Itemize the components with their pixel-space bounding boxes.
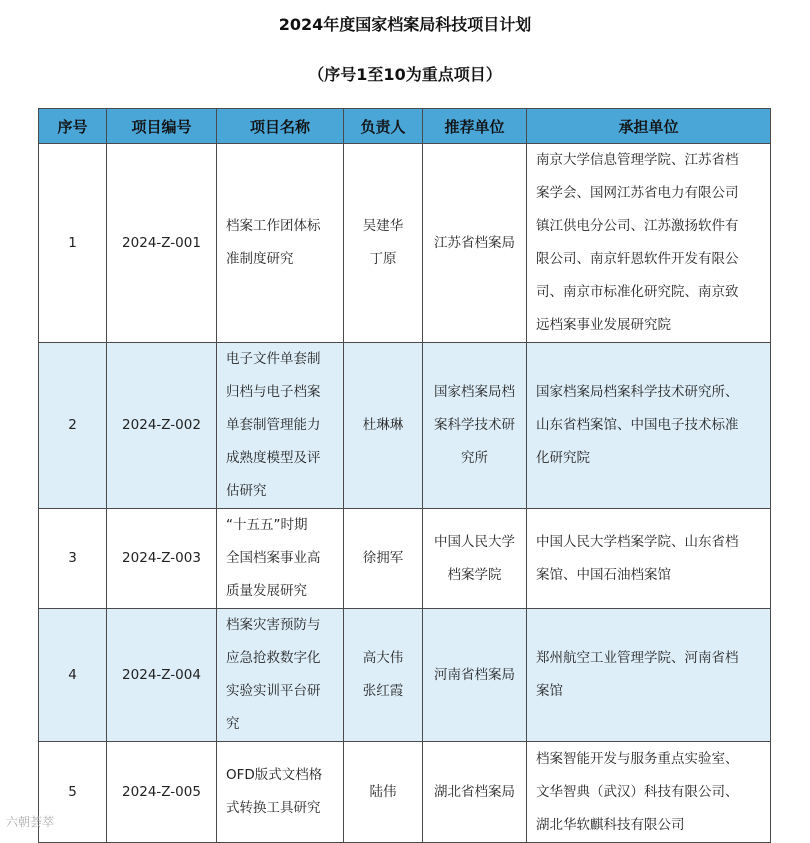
project-table [38,108,771,843]
header-name: 项目名称 [217,109,344,144]
cell-code: 2024-Z-004 [107,609,217,742]
text-line: 丁原 [369,251,397,267]
table-row [39,742,771,843]
text-line: 湖北华软麒科技有限公司 [536,816,685,833]
text-line: 归档与电子档案 [226,384,321,400]
watermark: 六朝荟萃 [6,815,55,829]
text-line: 估研究 [226,483,267,499]
text-line: 电子文件单套制 [226,351,321,367]
header-no: 序号 [39,109,107,144]
text-line: 实验实训平台研 [226,683,321,699]
document-title: 2024年度国家档案局科技项目计划 [278,15,532,34]
text-line: 应急抢救数字化 [226,650,321,666]
cell-no: 3 [39,509,107,609]
text-line: 山东省档案馆、中国电子技术标准 [536,417,739,433]
cell-name [217,509,344,609]
cell-code: 2024-Z-002 [107,343,217,509]
text-line: 成熟度模型及评 [226,450,321,466]
table-row [39,144,771,343]
header-leader: 负责人 [344,109,423,144]
cell-code: 2024-Z-001 [107,144,217,343]
cell-leader [344,144,423,343]
document-subtitle: （序号1至10为重点项目） [308,65,502,84]
cell-no: 5 [39,742,107,843]
cell-name [217,343,344,509]
text-line: 究所 [461,450,488,466]
text-line: 全国档案事业高 [226,550,321,566]
text-line: 远档案事业发展研究院 [536,317,671,333]
cell-code: 2024-Z-005 [107,742,217,843]
table-header-row [39,109,771,144]
cell-no: 4 [39,609,107,742]
text-line: 案科学技术研 [434,417,515,433]
text-line: 国家档案局档 [434,384,515,400]
cell-undertaker [527,742,771,843]
cell-name [217,742,344,843]
text-line: 徐拥军 [362,550,404,566]
cell-no: 1 [39,144,107,343]
cell-undertaker [527,343,771,509]
text-line: “十五五”时期 [226,517,308,533]
cell-undertaker [527,144,771,343]
text-line: 河南省档案局 [434,666,515,683]
cell-name [217,609,344,742]
text-line: 中国人民大学档案学院、山东省档 [536,533,739,550]
text-line: 限公司、南京轩恩软件开发有限公 [536,251,739,267]
table-row [39,509,771,609]
text-line: 究 [226,716,240,732]
text-line: 文华智典（武汉）科技有限公司、 [536,783,739,800]
text-line: 质量发展研究 [226,583,307,599]
text-line: 郑州航空工业管理学院、河南省档 [536,650,739,666]
text-line: 湖北省档案局 [434,783,515,800]
table-row [39,609,771,742]
text-line: OFD版式文档格 [226,767,323,783]
text-line: 陆伟 [369,783,397,800]
text-line: 档案工作团体标 [226,218,321,234]
text-line: 档案智能开发与服务重点实验室、 [536,750,739,767]
cell-leader [344,609,423,742]
cell-undertaker [527,509,771,609]
text-line: 张红霞 [362,683,404,699]
cell-leader [344,509,423,609]
header-recommender: 推荐单位 [423,109,527,144]
text-line: 国家档案局档案科学技术研究所、 [536,384,739,400]
cell-recommender [423,509,527,609]
header-undertaker: 承担单位 [527,109,771,144]
text-line: 准制度研究 [226,251,294,267]
cell-leader [344,343,423,509]
text-line: 式转换工具研究 [226,800,321,816]
cell-name [217,144,344,343]
cell-leader [344,742,423,843]
text-line: 镇江供电分公司、江苏激扬软件有 [536,218,739,234]
text-line: 高大伟 [362,650,404,666]
text-line: 吴建华 [362,218,404,234]
text-line: 中国人民大学 [434,533,515,550]
header-code: 项目编号 [107,109,217,144]
cell-no: 2 [39,343,107,509]
text-line: 江苏省档案局 [434,234,515,251]
text-line: 单套制管理能力 [226,417,321,433]
cell-recommender [423,742,527,843]
text-line: 杜琳琳 [362,417,404,433]
text-line: 司、南京市标准化研究院、南京致 [536,284,739,300]
cell-code: 2024-Z-003 [107,509,217,609]
text-line: 化研究院 [536,450,590,466]
text-line: 南京大学信息管理学院、江苏省档 [536,152,739,168]
text-line: 案馆 [536,683,563,699]
cell-recommender [423,343,527,509]
cell-recommender [423,609,527,742]
table-row [39,343,771,509]
text-line: 档案灾害预防与 [226,617,321,633]
text-line: 案馆、中国石油档案馆 [536,566,671,583]
text-line: 档案学院 [447,566,502,583]
cell-recommender [423,144,527,343]
cell-undertaker [527,609,771,742]
text-line: 案学会、国网江苏省电力有限公司 [536,185,739,201]
